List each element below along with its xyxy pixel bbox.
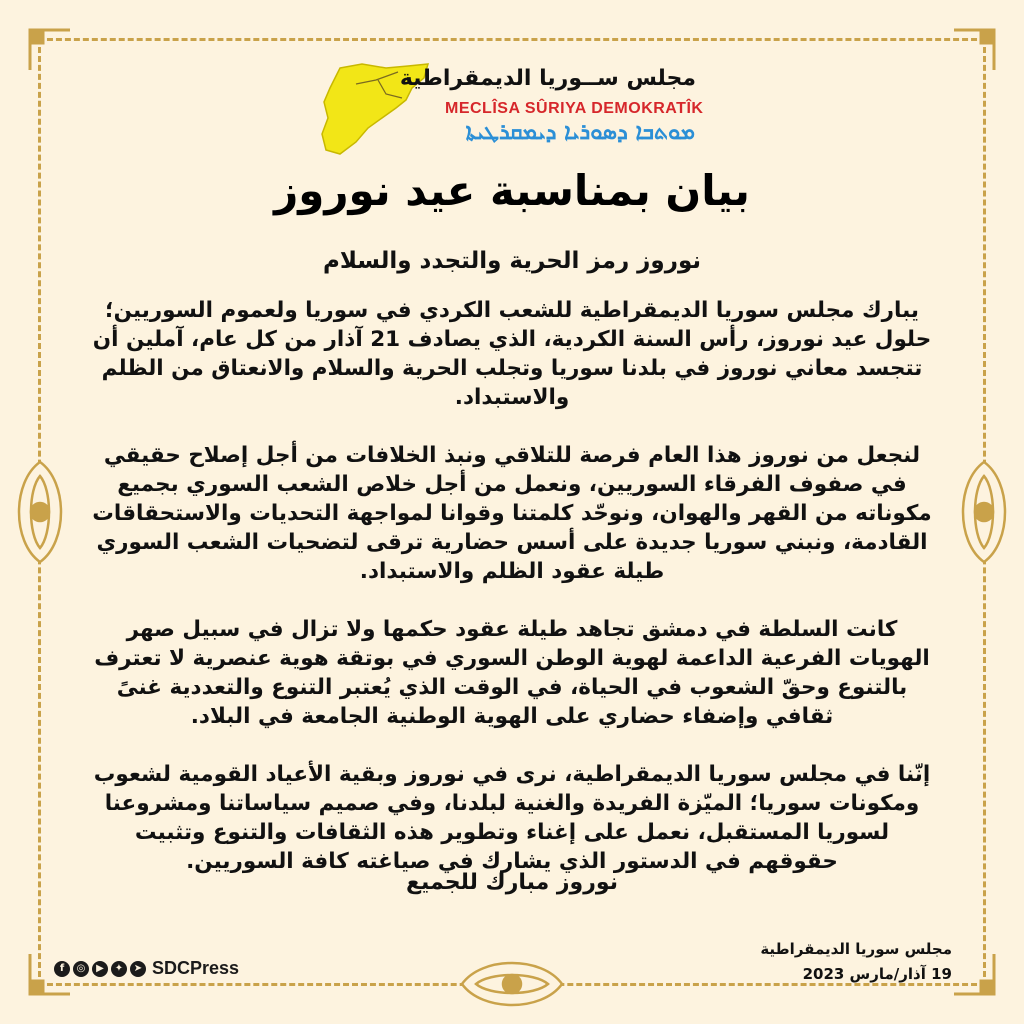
instagram-icon: ◎	[73, 961, 89, 977]
signature-block	[760, 937, 952, 987]
signature-date: 19 آذار/مارس 2023	[802, 965, 952, 983]
twitter-icon: ✦	[111, 961, 127, 977]
side-ornament-left	[19, 462, 61, 562]
paragraph-3: كانت السلطة في دمشق تجاهد طيلة عقود حكمها ولا تزال في سبيل صهر الهويات الفرعية الداعمة لهوية الوطن السوري في بوتقة هوية عنصرية لا تعترف بالتنوع وحقّ الشعوب في الحياة، في الوقت الذي يُعتبر التنوع والتعددية غنىً ثقافي وإضفاء حضاري على الهوية الوطنية الجامعة في البلاد.	[94, 617, 930, 729]
social-bar	[54, 958, 239, 979]
signature-name: مجلس سوريا الديمقراطية	[760, 940, 952, 958]
statement-body	[92, 296, 932, 905]
youtube-icon: ▶	[92, 961, 108, 977]
org-name-syriac: ܡܘܬܒܐ ܕܣܘܪܝܐ ܕܝܡܩܪܛܝܬܐ	[465, 120, 695, 145]
bottom-ornament	[462, 963, 562, 1005]
closing-greeting: نوروز مبارك للجميع	[406, 870, 618, 895]
facebook-icon: f	[54, 961, 70, 977]
org-name-kurdish: MECLÎSA SÛRIYA DEMOKRATÎK	[445, 100, 704, 117]
paragraph-4: إنّنا في مجلس سوريا الديمقراطية، نرى في نوروز وبقية الأعياد القومية لشعوب ومكونات سوريا؛ الميّزة الفريدة والغنية لبلدنا، وفي صميم سياساتنا ومشروعنا لسوريا المستقبل، نعمل على إغناء وتطوير هذه الثقافات والتنوع وتثبيت حقوقهم في الدستور الذي يشارك في صياغته كافة السوريين.	[93, 762, 931, 874]
page-title: بيان بمناسبة عيد نوروز	[274, 166, 750, 215]
paragraph-1: يبارك مجلس سوريا الديمقراطية للشعب الكردي في سوريا ولعموم السوريين؛ حلول عيد نوروز، رأس السنة الكردية، الذي يصادف 21 آذار من كل عام، آملين أن تتجسد معاني نوروز في بلدنا سوريا وتجلب الحرية والسلام والانعتاق من الظلم والاستبداد.	[92, 298, 932, 410]
page-subtitle: نوروز رمز الحرية والتجدد والسلام	[322, 248, 702, 274]
side-ornament-right	[963, 462, 1005, 562]
social-handle: SDCPress	[152, 958, 240, 978]
org-name-arabic: مجلس ســوريا الديمقراطية	[399, 66, 696, 91]
paragraph-2: لنجعل من نوروز هذا العام فرصة للتلاقي ونبذ الخلافات من أجل إصلاح حقيقي في صفوف الفرقاء السوريين، ونعمل من أجل خلاص الشعب السوري بجميع مكوناته من القهر والهوان، ونوحّد كلمتنا وقوانا لمواجهة التحديات والاستحقاقات القادمة، ونبني سوريا جديدة على أسس حضارية ترقى لتضحيات الشعب السوري طيلة عقود الظلم والاستبداد.	[92, 443, 932, 584]
telegram-icon: ➤	[130, 961, 146, 977]
